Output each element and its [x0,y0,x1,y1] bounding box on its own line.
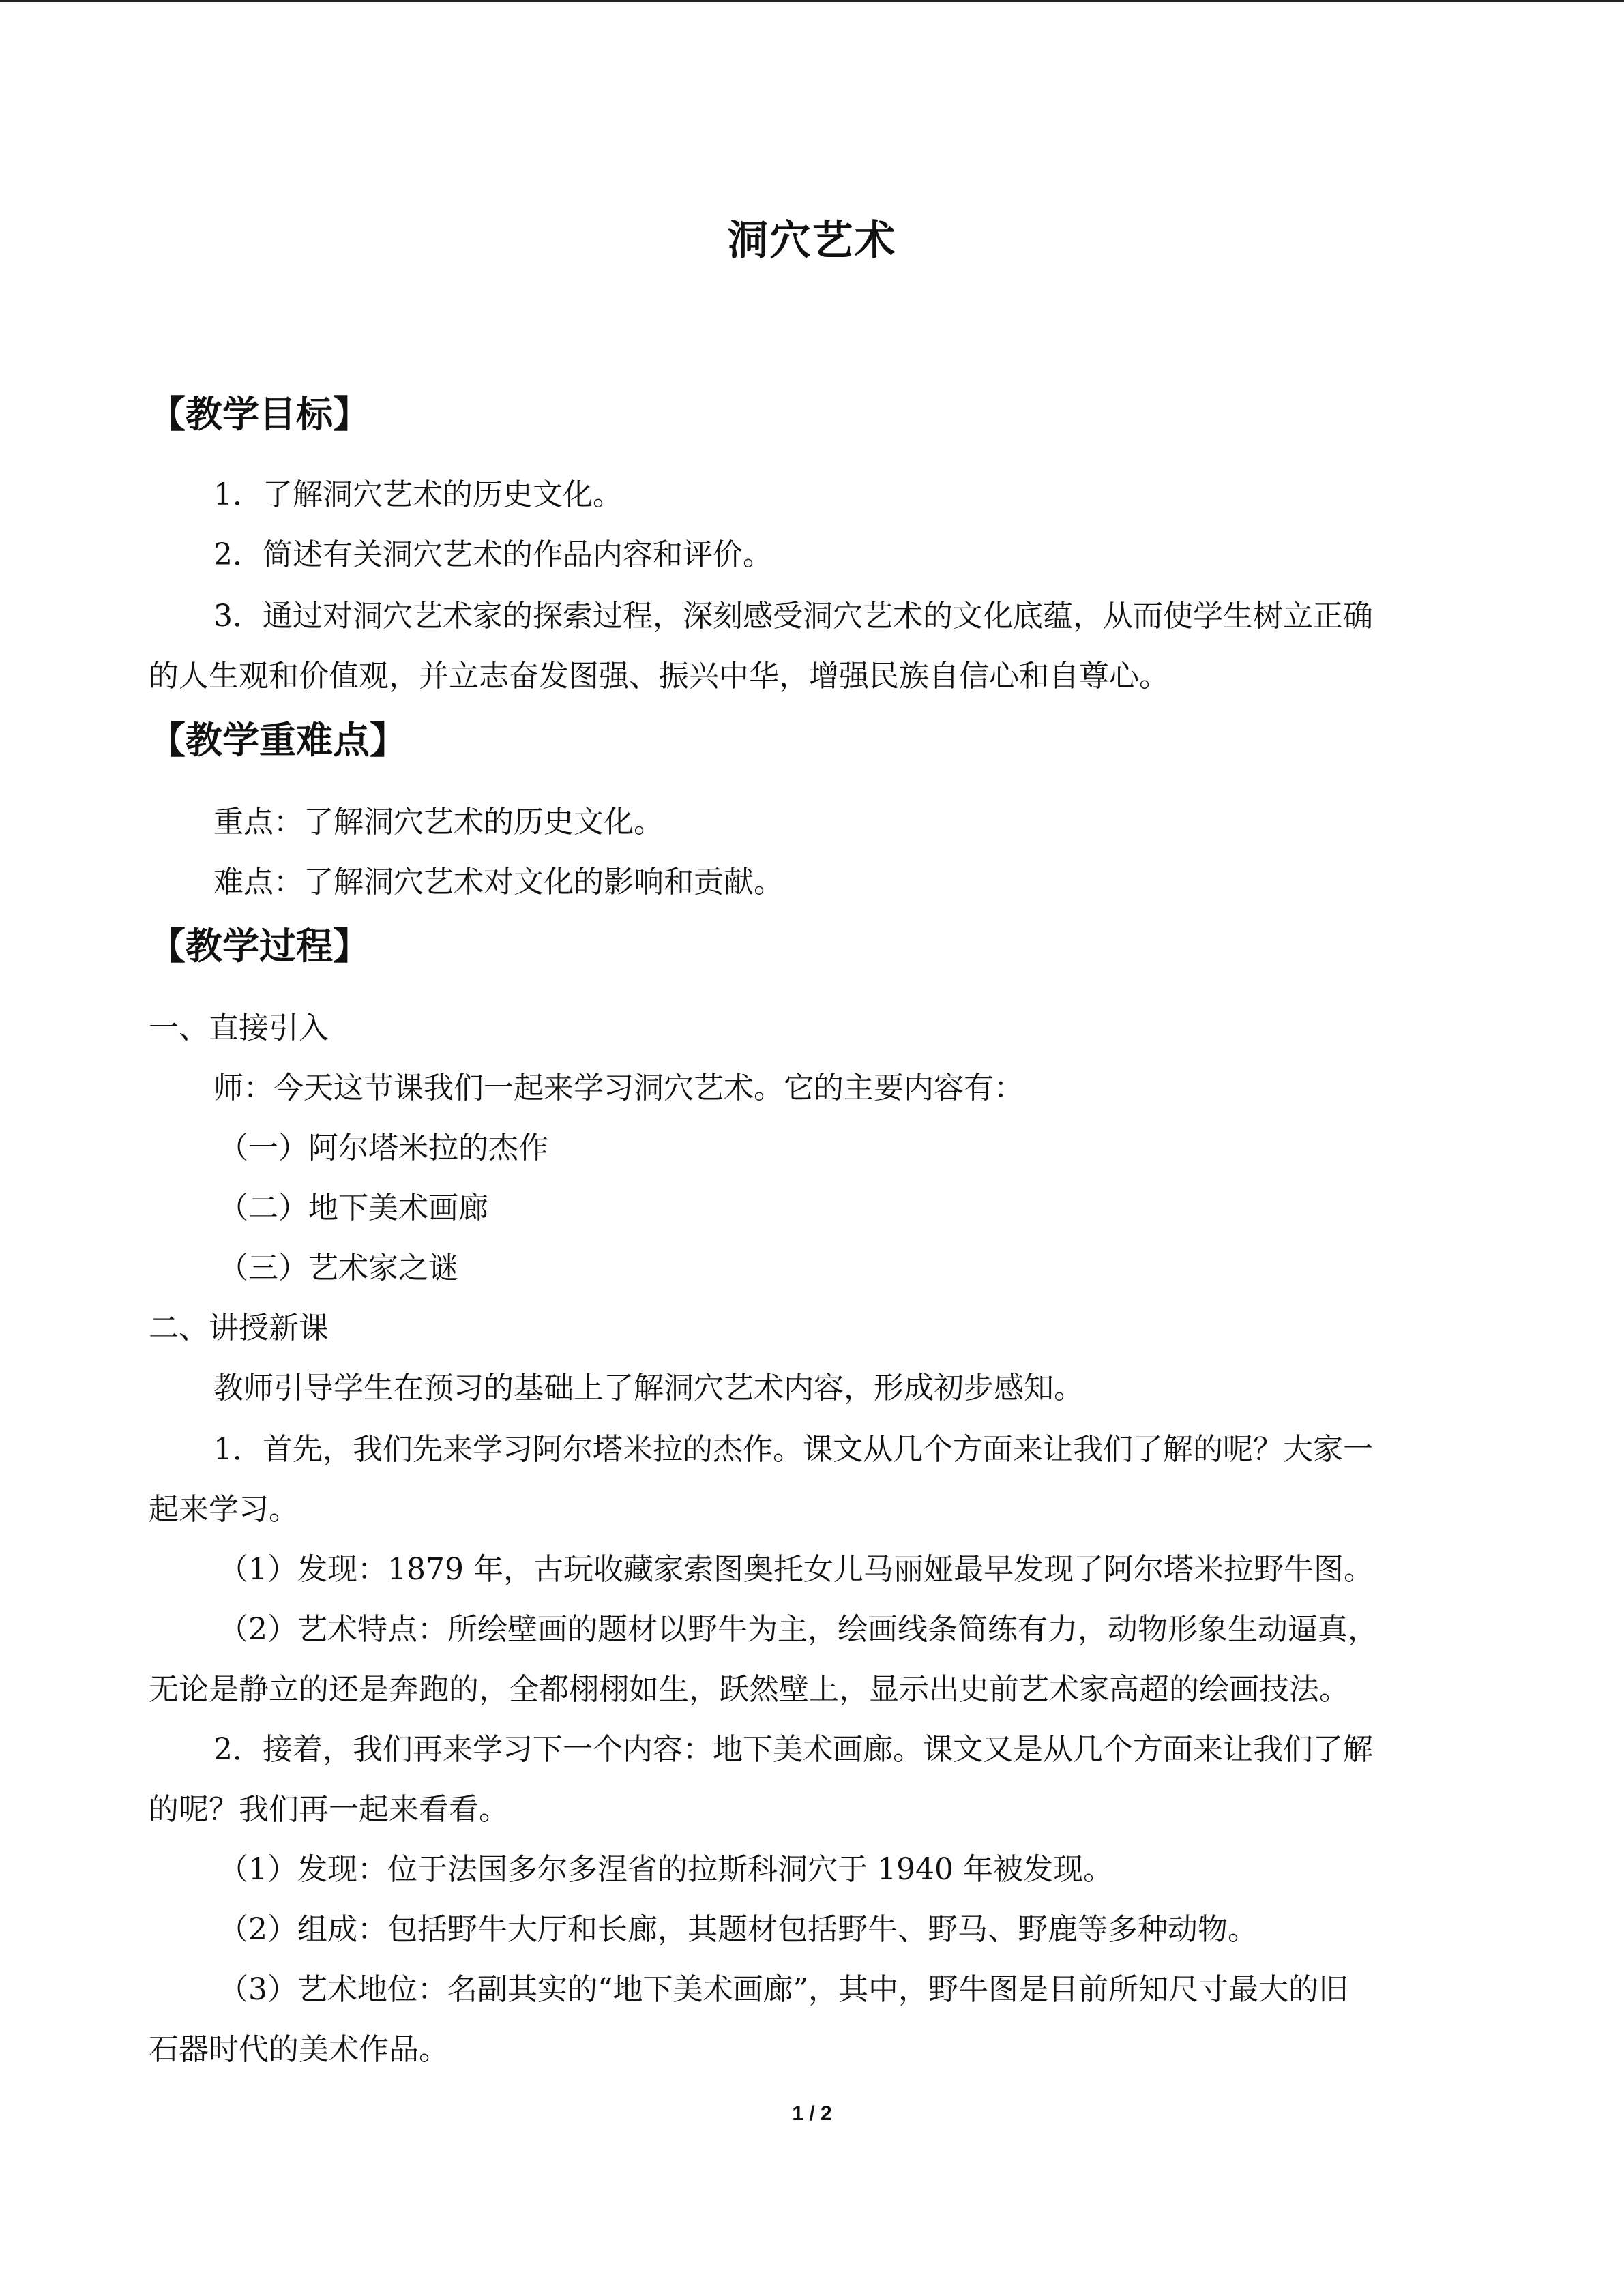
key-points-line-1: 重点：了解洞穴艺术的历史文化。 [213,805,664,839]
process-line-9: 起来学习。 [149,1492,299,1527]
process-line-7: 教师引导学生在预习的基础上了解洞穴艺术内容，形成初步感知。 [213,1371,1084,1405]
process-line-4: （二）地下美术画廊 [218,1191,488,1225]
key-points-line-2: 难点：了解洞穴艺术对文化的影响和贡献。 [213,865,784,899]
goals-line-1: 1．了解洞穴艺术的历史文化。 [213,477,623,512]
process-line-17: （3）艺术地位：名副其实的“地下美术画廊”，其中，野牛图是目前所知尺寸最大的旧 [218,1972,1348,2007]
process-line-1: 一、直接引入 [149,1011,329,1045]
process-line-16: （2）组成：包括野牛大厅和长廊，其题材包括野牛、野马、野鹿等多种动物。 [218,1912,1258,1947]
goals-line-4: 的人生观和价值观，并立志奋发图强、振兴中华，增强民族自信心和自尊心。 [149,659,1169,694]
section-heading-process: 【教学过程】 [149,925,370,968]
process-line-8: 1．首先，我们先来学习阿尔塔米拉的杰作。课文从几个方面来让我们了解的呢？大家一 [213,1432,1373,1467]
process-line-2: 师：今天这节课我们一起来学习洞穴艺术。它的主要内容有： [213,1071,1024,1105]
process-line-18: 石器时代的美术作品。 [149,2032,449,2067]
process-line-6: 二、讲授新课 [149,1311,329,1345]
process-line-3: （一）阿尔塔米拉的杰作 [218,1131,548,1165]
process-line-15: （1）发现：位于法国多尔多涅省的拉斯科洞穴于 1940 年被发现。 [218,1852,1113,1887]
process-line-14: 的呢？我们再一起来看看。 [149,1792,509,1827]
goals-line-2: 2．简述有关洞穴艺术的作品内容和评价。 [213,537,773,572]
process-line-12: 无论是静立的还是奔跑的，全都栩栩如生，跃然壁上，显示出史前艺术家高超的绘画技法。 [149,1672,1349,1707]
process-line-10: （1）发现：1879 年，古玩收藏家索图奥托女儿马丽娅最早发现了阿尔塔米拉野牛图。 [218,1552,1374,1587]
process-line-11: （2）艺术特点：所绘壁画的题材以野牛为主，绘画线条简练有力，动物形象生动逼真， [218,1612,1378,1647]
page-title: 洞穴艺术 [727,217,897,265]
section-heading-goals: 【教学目标】 [149,393,370,436]
goals-line-3: 3．通过对洞穴艺术家的探索过程，深刻感受洞穴艺术的文化底蕴，从而使学生树立正确 [213,599,1373,633]
section-heading-key-points: 【教学重难点】 [149,719,407,762]
process-line-13: 2．接着，我们再来学习下一个内容：地下美术画廊。课文又是从几个方面来让我们了解 [213,1732,1373,1767]
page-number: 1 / 2 [792,2102,832,2125]
process-line-5: （三）艺术家之谜 [218,1251,458,1285]
